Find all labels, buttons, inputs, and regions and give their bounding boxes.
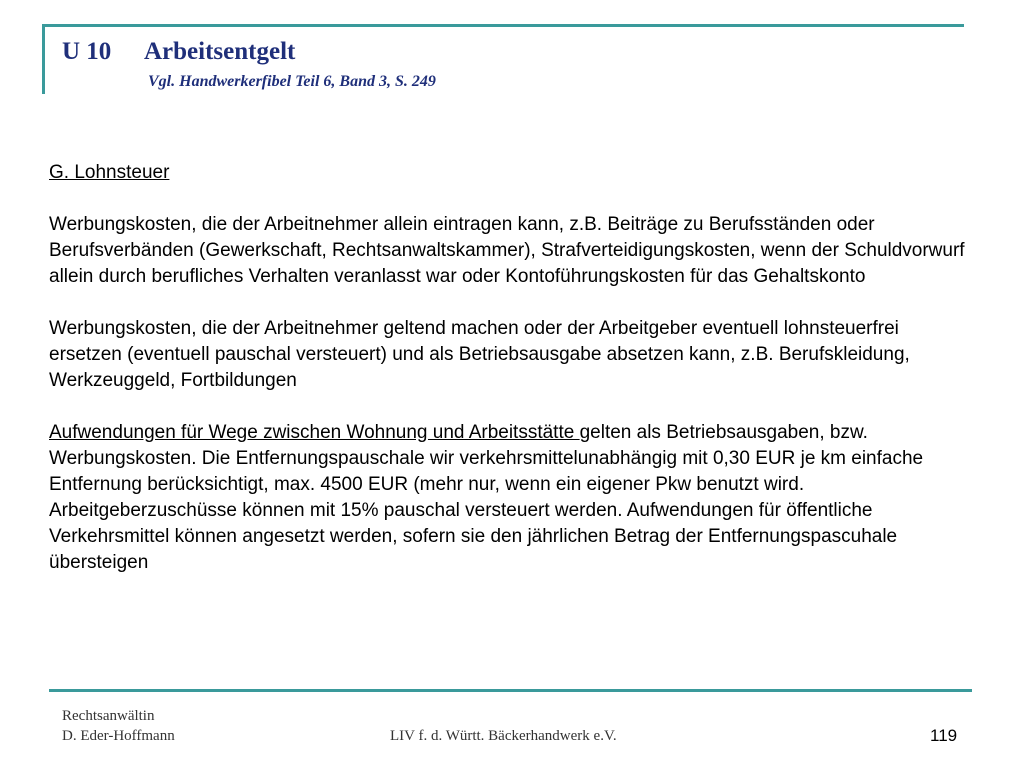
page-number: 119: [930, 726, 958, 745]
footer-organization: LIV f. d. Württ. Bäckerhandwerk e.V.: [390, 728, 617, 744]
page-title: [62, 38, 295, 66]
footer-author-line1: Rechtsanwältin: [62, 708, 155, 724]
top-divider: [42, 24, 964, 27]
section-title: Arbeitsentgelt: [144, 38, 296, 65]
main-content: [49, 160, 969, 576]
left-divider: [42, 24, 45, 94]
paragraph-1: Werbungskosten, die der Arbeitnehmer allein eintragen kann, z.B. Beiträge zu Berufsständen oder Berufsverbänden (Gewerkschaft, Rechtsanwaltskammer), Strafverteidigungskosten, wenn der Schuldvorwurf allein durch berufliches Verhalten veranlasst war oder Kontoführungskosten für das Gehaltskonto: [49, 214, 965, 287]
paragraph-3-underlined: Aufwendungen für Wege zwischen Wohnung und Arbeitsstätte: [49, 422, 580, 443]
section-heading: G. Lohnsteuer: [49, 162, 170, 183]
bottom-divider: [49, 689, 972, 692]
page-subtitle: Vgl. Handwerkerfibel Teil 6, Band 3, S. 249: [148, 73, 436, 90]
paragraph-3-rest: gelten als Betriebsausgaben, bzw. Werbungskosten. Die Entfernungspauschale wir verkehrsmittelunabhängig mit 0,30 EUR je km einfache Entfernung berücksichtigt, max. 4500 EUR (mehr nur, wenn ein eigener Pkw benutzt wird. Arbeitgeberzuschüsse können mit 15% pauschal versteuert werden. Aufwendungen für öffentliche Verkehrsmittel können angesetzt werden, sofern sie den jährlichen Betrag der Entfernungspascuhale übersteigen: [49, 422, 924, 573]
section-number: U 10: [62, 38, 112, 65]
footer-author: [62, 706, 175, 746]
paragraph-2: Werbungskosten, die der Arbeitnehmer geltend machen oder der Arbeitgeber eventuell lohnsteuerfrei ersetzen (eventuell pauschal versteuert) und als Betriebsausgabe absetzen kann, z.B. Berufskleidung, Werkzeuggeld, Fortbildungen: [49, 318, 910, 391]
footer-author-line2: D. Eder-Hoffmann: [62, 728, 175, 744]
paragraph-3: [49, 420, 969, 576]
